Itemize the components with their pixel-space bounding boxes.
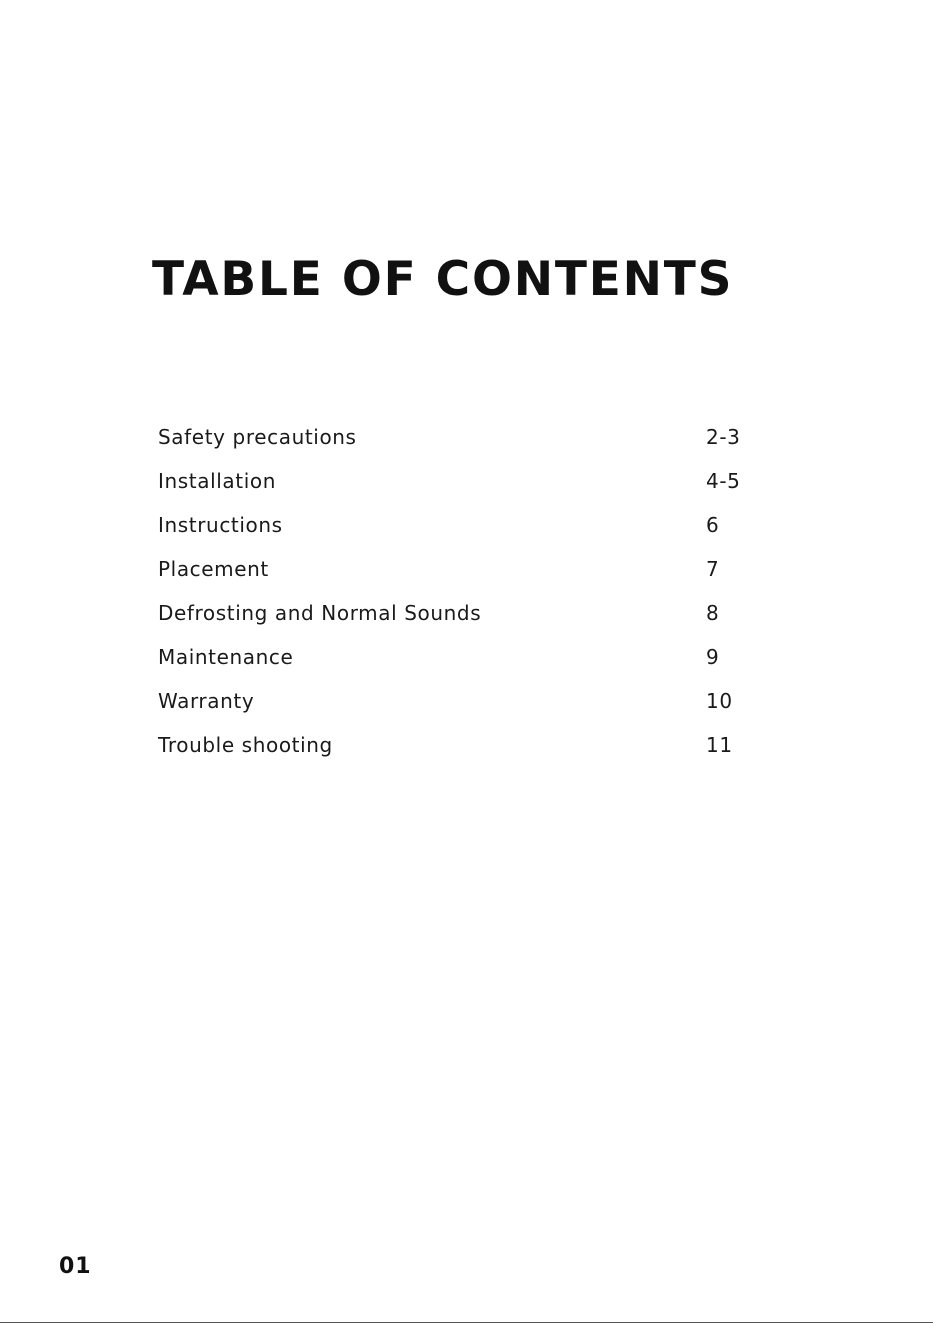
toc-entry (158, 596, 778, 640)
toc-entry-page: 9 (706, 645, 720, 669)
toc-entry (158, 420, 778, 464)
page-number: 01 (59, 1254, 92, 1279)
toc-entry-title: Installation (158, 469, 276, 493)
toc-entry-title: Instructions (158, 513, 283, 537)
toc-entry-title: Placement (158, 557, 269, 581)
toc-entry-page: 6 (706, 513, 720, 537)
toc-entry-page: 2-3 (706, 425, 741, 449)
table-of-contents-list (158, 420, 778, 772)
toc-entry-page: 10 (706, 689, 733, 713)
toc-entry-title: Warranty (158, 689, 255, 713)
toc-entry-page: 11 (706, 733, 733, 757)
toc-entry-page: 7 (706, 557, 720, 581)
toc-entry-title: Defrosting and Normal Sounds (158, 601, 482, 625)
toc-entry-page: 8 (706, 601, 720, 625)
bottom-divider (0, 1322, 933, 1323)
toc-entry-title: Maintenance (158, 645, 294, 669)
toc-entry-title: Safety precautions (158, 425, 357, 449)
toc-entry (158, 508, 778, 552)
page-title: TABLE OF CONTENTS (152, 252, 734, 307)
toc-entry (158, 728, 778, 772)
toc-entry-title: Trouble shooting (158, 733, 333, 757)
toc-entry (158, 684, 778, 728)
toc-entry (158, 464, 778, 508)
toc-entry (158, 552, 778, 596)
toc-entry-page: 4-5 (706, 469, 741, 493)
toc-entry (158, 640, 778, 684)
